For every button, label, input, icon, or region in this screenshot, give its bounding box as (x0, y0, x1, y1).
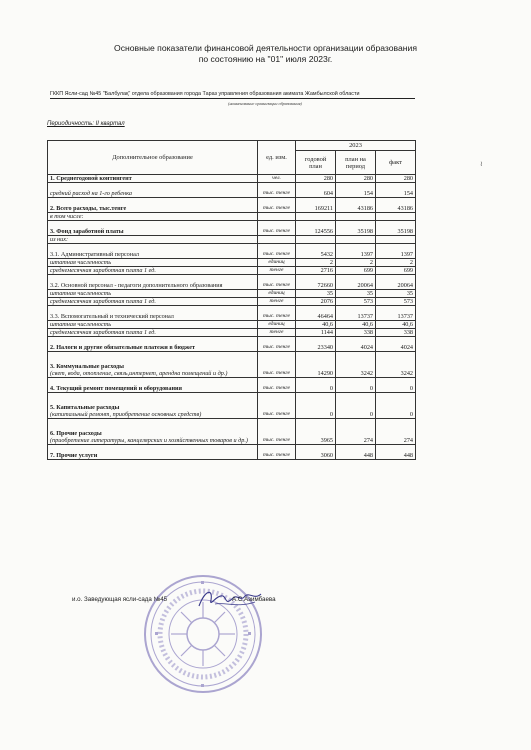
table-row (48, 337, 416, 352)
row-label: 3. Фонд заработной платы (48, 221, 258, 236)
signatory-position: и.о. Заведующая ясли-сада №45 (72, 596, 168, 603)
cell-fact: 338 (376, 329, 416, 337)
table-row (48, 352, 416, 378)
table-row (48, 198, 416, 213)
cell-plan-year (296, 213, 336, 221)
row-label: 5. Капитальные расходы (капитальный ремонт, приобретение основных средств) (48, 393, 258, 419)
cell-plan-period: 280 (336, 175, 376, 183)
row-label: в том числе: (48, 213, 258, 221)
table-row (48, 306, 416, 321)
cell-plan-year: 23340 (296, 337, 336, 352)
row-unit: тыс. тенге (258, 419, 296, 445)
row-label: 3.3. Вспомогательный и технический персонал (48, 306, 258, 321)
row-unit: тыс. тенге (258, 378, 296, 393)
row-label: из них: (48, 236, 258, 244)
document-title (0, 43, 531, 65)
row-unit: тыс. тенге (258, 183, 296, 198)
cell-plan-year: 2076 (296, 298, 336, 306)
header-year: 2023 (296, 141, 416, 151)
row-label: средний расход на 1-го ребенка (48, 183, 258, 198)
row-unit: чел. (258, 175, 296, 183)
header-fact: факт (376, 151, 416, 175)
cell-plan-year: 0 (296, 393, 336, 419)
cell-plan-year: 3965 (296, 419, 336, 445)
table-row (48, 183, 416, 198)
header-name: Дополнительное образование (48, 141, 258, 175)
title-line-2: по состоянию на "01" июля 2023г. (198, 54, 333, 64)
row-label: штатная численность (48, 259, 258, 267)
periodicity: Периодичность: II квартал (47, 121, 125, 127)
organization-caption: (наименование организации образования) (228, 101, 302, 106)
table-row (48, 378, 416, 393)
cell-fact: 448 (376, 445, 416, 460)
row-unit: тыс. тенге (258, 337, 296, 352)
row-label: 3. Коммунальные расходы (свет, вода, отопление, связь,интернет, арендна помещений и др.) (48, 352, 258, 378)
table-row (48, 221, 416, 236)
cell-plan-period: 13737 (336, 306, 376, 321)
cell-fact: 699 (376, 267, 416, 275)
cell-plan-year: 280 (296, 175, 336, 183)
row-unit: тенге (258, 298, 296, 306)
cell-fact: 43186 (376, 198, 416, 213)
cell-fact: 4024 (376, 337, 416, 352)
cell-plan-period: 35198 (336, 221, 376, 236)
row-label: 2. Всего расходы, тыс.тенге (48, 198, 258, 213)
row-unit: тыс. тенге (258, 306, 296, 321)
cell-fact: 35 (376, 290, 416, 298)
table-row (48, 175, 416, 183)
cell-fact: 20064 (376, 275, 416, 290)
table-row (48, 244, 416, 259)
cell-plan-year: 3060 (296, 445, 336, 460)
cell-fact: 40,6 (376, 321, 416, 329)
cell-plan-year: 1144 (296, 329, 336, 337)
cell-plan-year: 72660 (296, 275, 336, 290)
row-label: 2. Налоги и другие обязательные платежи в бюджет (48, 337, 258, 352)
cell-plan-period: 1397 (336, 244, 376, 259)
cell-plan-period: 154 (336, 183, 376, 198)
cell-plan-year: 14290 (296, 352, 336, 378)
row-unit (258, 213, 296, 221)
table-row (48, 267, 416, 275)
cell-fact: 35198 (376, 221, 416, 236)
cell-plan-period: 4024 (336, 337, 376, 352)
table-row (48, 259, 416, 267)
financial-table (47, 140, 416, 460)
cell-fact: 3242 (376, 352, 416, 378)
cell-plan-year: 604 (296, 183, 336, 198)
row-label: 1. Среднегодовой контингент (48, 175, 258, 183)
table-row (48, 298, 416, 306)
cell-plan-year: 2 (296, 259, 336, 267)
cell-plan-period: 0 (336, 378, 376, 393)
cell-plan-year: 2716 (296, 267, 336, 275)
row-label: штатная численность (48, 290, 258, 298)
row-unit: тыс. тенге (258, 352, 296, 378)
cell-fact (376, 213, 416, 221)
header-plan-year: годовой план (296, 151, 336, 175)
table-row (48, 290, 416, 298)
cell-plan-period: 35 (336, 290, 376, 298)
table-row (48, 445, 416, 460)
table-row (48, 329, 416, 337)
row-sublabel: (приобретение литературы, канцелярских и хозяйственных товаров и др.) (50, 437, 248, 444)
row-unit: тыс. тенге (258, 198, 296, 213)
row-label: среднемесячная заработная плата 1 ед. (48, 267, 258, 275)
cell-plan-year: 46464 (296, 306, 336, 321)
row-sublabel: (капитальный ремонт, приобретение основных средств) (50, 411, 202, 418)
cell-plan-period: 448 (336, 445, 376, 460)
cell-plan-period: 699 (336, 267, 376, 275)
row-unit: единиц (258, 321, 296, 329)
cell-plan-period: 338 (336, 329, 376, 337)
row-unit (258, 236, 296, 244)
cell-plan-period: 0 (336, 393, 376, 419)
row-unit: тыс. тенге (258, 445, 296, 460)
cell-fact: 2 (376, 259, 416, 267)
cell-plan-period: 274 (336, 419, 376, 445)
cell-plan-period (336, 236, 376, 244)
cell-plan-period: 43186 (336, 198, 376, 213)
row-label: штатная численность (48, 321, 258, 329)
cell-plan-year: 5432 (296, 244, 336, 259)
row-sublabel: (свет, вода, отопление, связь,интернет, арендна помещений и др.) (50, 370, 228, 377)
cell-plan-period: 2 (336, 259, 376, 267)
cell-fact: 280 (376, 175, 416, 183)
cell-fact: 0 (376, 378, 416, 393)
cell-fact: 13737 (376, 306, 416, 321)
organization-name: ГККП Ясли-сад №45 "Балбулақ" отдела образования города Тараз управления образования акимата Жамбылской области (50, 91, 415, 99)
title-line-1: Основные показатели финансовой деятельности организации образования (114, 43, 417, 53)
header-plan-period: план на период (336, 151, 376, 175)
cell-plan-year: 0 (296, 378, 336, 393)
row-unit: тыс. тенге (258, 393, 296, 419)
header-unit: ед. изм. (258, 141, 296, 175)
cell-fact: 0 (376, 393, 416, 419)
row-unit: единиц (258, 290, 296, 298)
cell-plan-period: 40,6 (336, 321, 376, 329)
signatory-name: А.С.Азимбаева (232, 596, 276, 603)
table-row (48, 419, 416, 445)
cell-plan-period: 20064 (336, 275, 376, 290)
row-label: 4. Текущий ремонт помещений и оборудования (48, 378, 258, 393)
cell-plan-year: 169211 (296, 198, 336, 213)
table-row (48, 236, 416, 244)
table-row (48, 213, 416, 221)
table-row (48, 393, 416, 419)
cell-fact (376, 236, 416, 244)
row-unit: тыс. тенге (258, 244, 296, 259)
table-row (48, 275, 416, 290)
table-row (48, 321, 416, 329)
row-unit: тыс. тенге (258, 275, 296, 290)
cell-fact: 573 (376, 298, 416, 306)
cell-plan-period: 3242 (336, 352, 376, 378)
cell-fact: 154 (376, 183, 416, 198)
cell-plan-year (296, 236, 336, 244)
row-unit: тенге (258, 267, 296, 275)
cell-fact: 1397 (376, 244, 416, 259)
scan-speck: ≀ (480, 160, 483, 168)
cell-plan-year: 40,6 (296, 321, 336, 329)
cell-plan-year: 124556 (296, 221, 336, 236)
row-unit: тенге (258, 329, 296, 337)
cell-plan-year: 35 (296, 290, 336, 298)
row-label: среднемесячная заработная плата 1 ед. (48, 329, 258, 337)
row-label: 6. Прочие расходы (приобретение литературы, канцелярских и хозяйственных товаров и др.) (48, 419, 258, 445)
cell-plan-period (336, 213, 376, 221)
row-label: 3.1. Административный персонал (48, 244, 258, 259)
cell-fact: 274 (376, 419, 416, 445)
row-unit: единиц (258, 259, 296, 267)
row-label: 7. Прочие услуги (48, 445, 258, 460)
row-label: среднемесячная заработная плата 1 ед. (48, 298, 258, 306)
row-label: 3.2. Основной персонал - педагоги дополнительного образования (48, 275, 258, 290)
row-unit: тыс. тенге (258, 221, 296, 236)
cell-plan-period: 573 (336, 298, 376, 306)
